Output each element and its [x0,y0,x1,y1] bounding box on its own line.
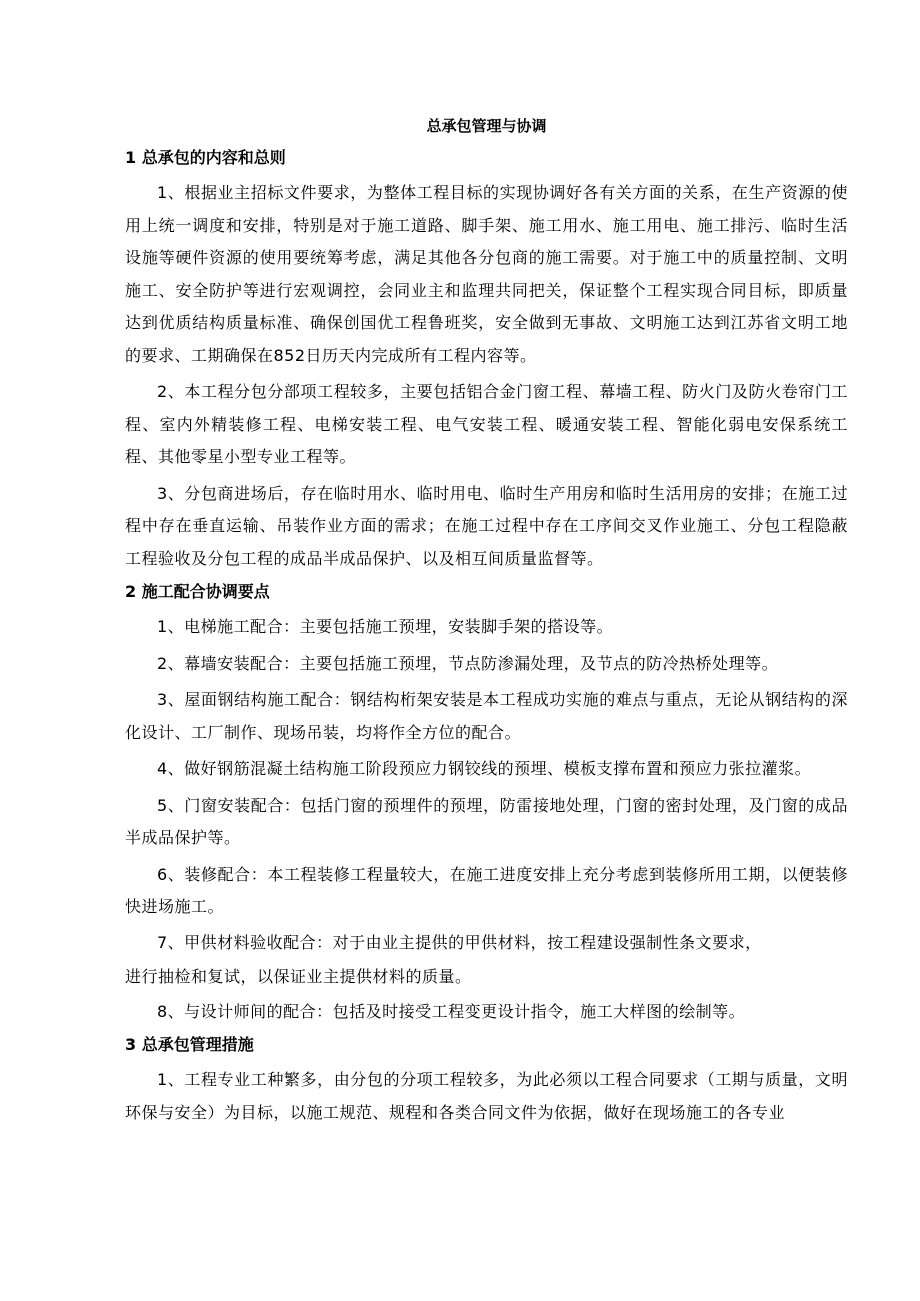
section-heading-3: 3 总承包管理措施 [125,1035,254,1054]
document-title: 总承包管理与协调 [426,117,547,135]
paragraph: 6、装修配合：本工程装修工程量较大，在施工进度安排上充分考虑到装修所用工期，以便装修快进场施工。 [125,864,848,916]
paragraph: 5、门窗安装配合：包括门窗的预埋件的预埋，防雷接地处理，门窗的密封处理，及门窗的成品半成品保护等。 [125,795,848,847]
paragraph: 4、做好钢筋混凝土结构施工阶段预应力钢铰线的预埋、模板支撑布置和预应力张拉灌浆。 [157,759,812,778]
paragraph: 3、屋面钢结构施工配合：钢结构桁架安装是本工程成功实施的难点与重点，无论从钢结构的深化设计、工厂制作、现场吊装，均将作全方位的配合。 [125,690,848,742]
paragraph: 进行抽检和复试，以保证业主提供材料的质量。 [125,966,472,986]
paragraph: 1、根据业主招标文件要求，为整体工程目标的实现协调好各有关方面的关系，在生产资源的使用上统一调度和安排，特别是对于施工道路、脚手架、施工用水、施工用电、施工排污、临时生活设施等硬件资源的使用要统筹考虑，满足其他各分包商的施工需要。对于施工中的质量控制、文明施工、安全防护等进行宏观调控，会同业主和监理共同把关，保证整个工程实现合同目标，即质量达到优质结构质量标准、确保创国优工程鲁班奖，安全做到无事故、文明施工达到江苏省文明工地的要求、工期确保在852日历天内完成所有工程内容等。 [125,183,848,365]
paragraph: 7、甲供材料验收配合：对于由业主提供的甲供材料，按工程建设强制性条文要求， [157,932,762,952]
paragraph: 3、分包商进场后，存在临时用水、临时用电、临时生产用房和临时生活用房的安排；在施工过程中存在垂直运输、吊装作业方面的需求；在施工过程中存在工序间交叉作业施工、分包工程隐蔽工程验收及分包工程的成品半成品保护、以及相互间质量监督等。 [125,483,848,568]
section-heading-2: 2 施工配合协调要点 [125,582,270,601]
paragraph: 2、幕墙安装配合：主要包括施工预埋，节点防渗漏处理，及节点的防冷热桥处理等。 [157,653,779,673]
section-heading-1: 1 总承包的内容和总则 [125,148,286,167]
paragraph: 2、本工程分包分部项工程较多，主要包括铝合金门窗工程、幕墙工程、防火门及防火卷帘门工程、室内外精装修工程、电梯安装工程、电气安装工程、暖通安装工程、智能化弱电安保系统工程、其他零星小型专业工程等。 [125,382,848,466]
paragraph: 1、工程专业工种繁多，由分包的分项工程较多，为此必须以工程合同要求（工期与质量，文明环保与安全）为目标，以施工规范、规程和各类合同文件为依据，做好在现场施工的各专业 [125,1070,848,1122]
paragraph: 8、与设计师间的配合：包括及时接受工程变更设计指令，施工大样图的绘制等。 [157,1001,746,1021]
paragraph: 1、电梯施工配合：主要包括施工预埋，安装脚手架的搭设等。 [157,617,614,636]
